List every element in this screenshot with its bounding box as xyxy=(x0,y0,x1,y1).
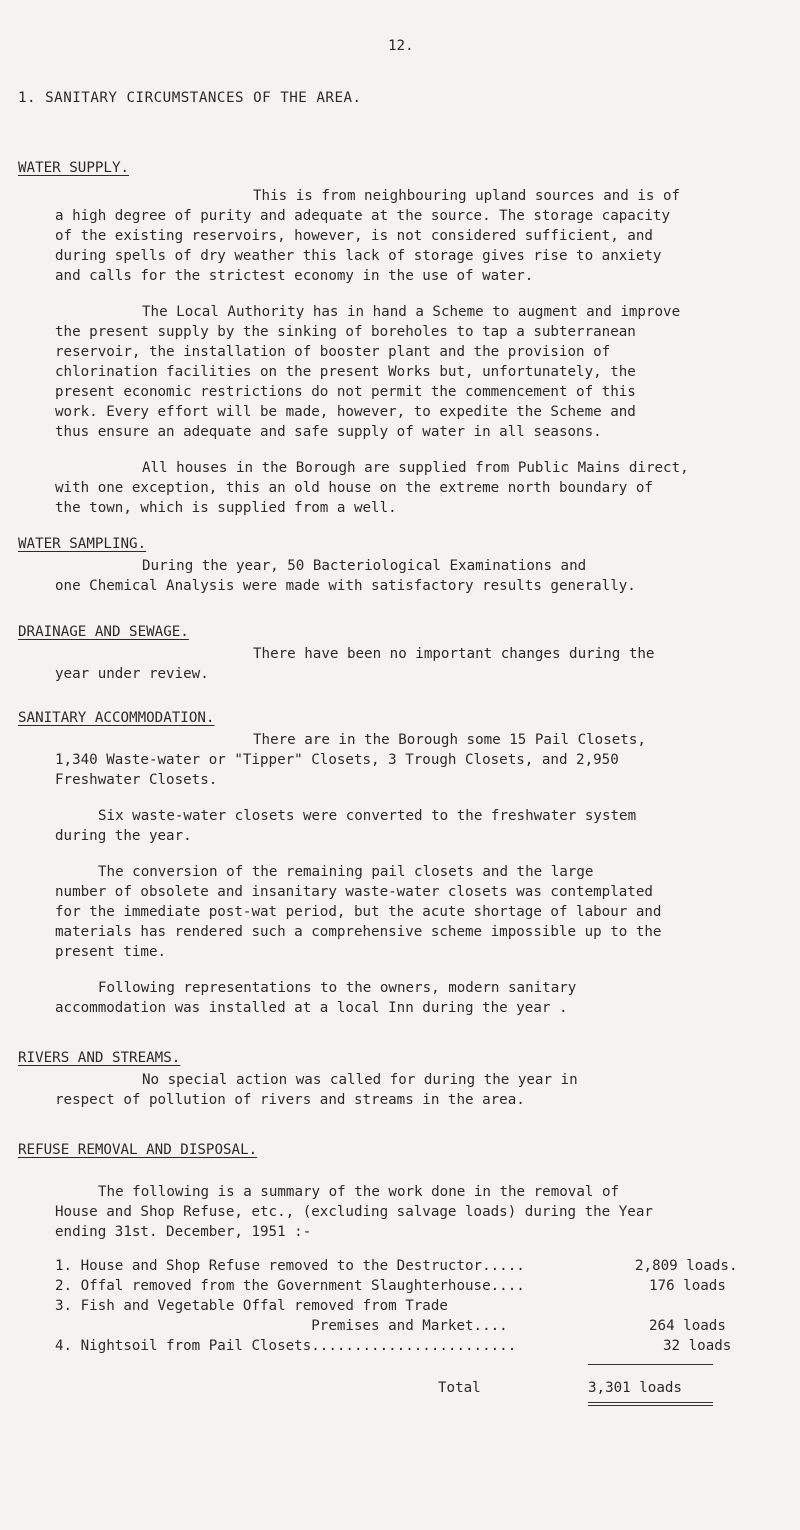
total-label: Total xyxy=(438,1380,481,1396)
water-supply-p3-line: with one exception, this an old house on the extreme north boundary of xyxy=(55,480,653,496)
list-item xyxy=(55,1276,785,1296)
sanitary-heading: SANITARY ACCOMMODATION. xyxy=(18,710,215,726)
sanitary-line: There are in the Borough some 15 Pail Closets, xyxy=(253,732,646,748)
sanitary-line: 1,340 Waste-water or "Tipper" Closets, 3 Trough Closets, and 2,950 xyxy=(55,752,619,768)
water-supply-p3-line: the town, which is supplied from a well. xyxy=(55,500,397,516)
drainage-line: year under review. xyxy=(55,666,209,682)
water-supply-p3-line: All houses in the Borough are supplied from Public Mains direct, xyxy=(142,460,689,476)
sanitary-line: Freshwater Closets. xyxy=(55,772,218,788)
drainage-heading: DRAINAGE AND SEWAGE. xyxy=(18,624,189,640)
rivers-line: respect of pollution of rivers and streams in the area. xyxy=(55,1092,525,1108)
rivers-line: No special action was called for during the year in xyxy=(142,1072,578,1088)
refuse-line: The following is a summary of the work done in the removal of xyxy=(98,1184,620,1200)
sanitary-p3-line: The conversion of the remaining pail closets and the large xyxy=(98,864,594,880)
page-number: 12. xyxy=(388,38,414,54)
refuse-summary-list xyxy=(55,1256,785,1356)
refuse-line: House and Shop Refuse, etc., (excluding salvage loads) during the Year xyxy=(55,1204,653,1220)
water-supply-p2-line: thus ensure an adequate and safe supply of water in all seasons. xyxy=(55,424,602,440)
list-item-value: 264 loads xyxy=(649,1318,726,1334)
water-supply-p2-line: The Local Authority has in hand a Scheme to augment and improve xyxy=(142,304,681,320)
list-item xyxy=(55,1256,785,1276)
water-supply-p2-line: chlorination facilities on the present Works but, unfortunately, the xyxy=(55,364,636,380)
sanitary-p3-line: present time. xyxy=(55,944,167,960)
total-row xyxy=(0,1378,800,1398)
list-item-text: 3. Fish and Vegetable Offal removed from Trade xyxy=(55,1298,448,1314)
water-supply-p2-line: present economic restrictions do not permit the commencement of this xyxy=(55,384,636,400)
list-item-text: 2. Offal removed from the Government Slaughterhouse.... xyxy=(55,1278,525,1294)
drainage-line: There have been no important changes during the xyxy=(253,646,655,662)
water-supply-p2-line: reservoir, the installation of booster plant and the provision of xyxy=(55,344,611,360)
water-supply-line: during spells of dry weather this lack of storage gives rise to anxiety xyxy=(55,248,662,264)
list-item-text: 4. Nightsoil from Pail Closets........................ xyxy=(55,1338,517,1354)
water-supply-line: This is from neighbouring upland sources and is of xyxy=(253,188,681,204)
refuse-heading: REFUSE REMOVAL AND DISPOSAL. xyxy=(18,1142,258,1158)
list-item-value xyxy=(635,1296,785,1316)
sanitary-p3-line: for the immediate post-wat period, but the acute shortage of labour and xyxy=(55,904,662,920)
total-value: 3,301 loads xyxy=(588,1380,682,1396)
list-item-value: 32 loads xyxy=(663,1338,732,1354)
sanitary-p3-line: number of obsolete and insanitary waste-water closets was contemplated xyxy=(55,884,653,900)
list-item-text: 1. House and Shop Refuse removed to the Destructor..... xyxy=(55,1258,525,1274)
total-rule-bottom xyxy=(588,1402,713,1403)
water-supply-p2-line: work. Every effort will be made, however, to expedite the Scheme and xyxy=(55,404,636,420)
list-item xyxy=(55,1296,785,1316)
water-supply-line: of the existing reservoirs, however, is not considered sufficient, and xyxy=(55,228,653,244)
sanitary-p3-line: materials has rendered such a comprehensive scheme impossible up to the xyxy=(55,924,662,940)
list-item xyxy=(55,1336,785,1356)
sanitary-p4-line: accommodation was installed at a local Inn during the year . xyxy=(55,1000,568,1016)
rivers-heading: RIVERS AND STREAMS. xyxy=(18,1050,181,1066)
water-sampling-line: During the year, 50 Bacteriological Examinations and xyxy=(142,558,587,574)
sanitary-p4-line: Following representations to the owners, modern sanitary xyxy=(98,980,577,996)
water-supply-line: a high degree of purity and adequate at the source. The storage capacity xyxy=(55,208,670,224)
sanitary-p2-line: Six waste-water closets were converted to the freshwater system xyxy=(98,808,637,824)
list-item-text: Premises and Market.... xyxy=(55,1318,508,1334)
water-sampling-line: one Chemical Analysis were made with satisfactory results generally. xyxy=(55,578,636,594)
total-rule-bottom-double xyxy=(588,1405,713,1406)
list-item xyxy=(55,1316,785,1336)
refuse-line: ending 31st. December, 1951 :- xyxy=(55,1224,312,1240)
sanitary-p2-line: during the year. xyxy=(55,828,192,844)
water-supply-p2-line: the present supply by the sinking of boreholes to tap a subterranean xyxy=(55,324,636,340)
total-rule-top xyxy=(588,1364,713,1365)
water-supply-heading: WATER SUPPLY. xyxy=(18,160,130,176)
list-item-value: 176 loads xyxy=(649,1278,726,1294)
section-title: 1. SANITARY CIRCUMSTANCES OF THE AREA. xyxy=(18,90,362,106)
water-supply-line: and calls for the strictest economy in the use of water. xyxy=(55,268,534,284)
list-item-value: 2,809 loads. xyxy=(635,1258,738,1274)
water-sampling-heading: WATER SAMPLING. xyxy=(18,536,147,552)
